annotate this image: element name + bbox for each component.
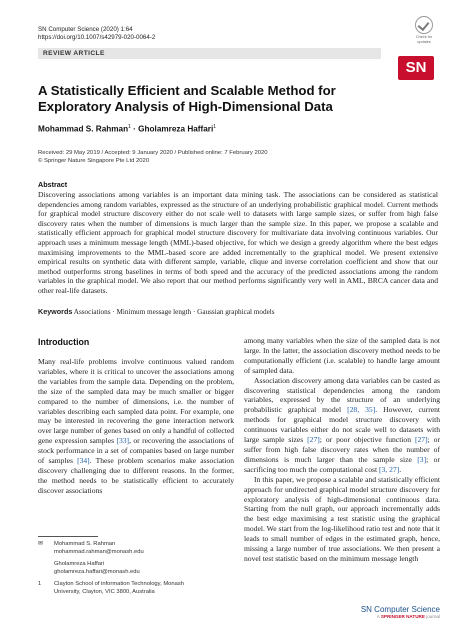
footnotes (38, 541, 234, 597)
contact-name: Mohammad S. Rahman (54, 541, 116, 547)
abstract-heading: Abstract (38, 180, 68, 189)
dates-line: Received: 29 May 2019 / Accepted: 9 January 2020 / Published online: 7 February 2020 (38, 150, 268, 156)
affiliation-mark: 1 (38, 581, 42, 588)
coauthor-email[interactable]: gholamreza.haffari@monash.edu (54, 568, 140, 575)
paragraph: In this paper, we propose a scalable and statistically efficient approach for undirected graphical model structure discovery for exploratory analysis of high-dimensional continuous data. Starting from the null graph, our approach incrementally adds the best edge maximising a test statistic using the graphical model. We start from the log-likelihood ratio test and note that it leads to small number of edges in the estimated graph, hence, missing a large number of true associations. We then present a novel test statistic based on the minimum message length (244, 474, 440, 563)
text-run: ; or suffer from high false discovery rates when the number of dimensions is much larger than the sample size (244, 435, 440, 464)
affiliation-footnote (38, 581, 234, 596)
affiliation-mark: 1 (213, 124, 217, 130)
paragraph (38, 357, 234, 496)
text-run: ; or poor objective function (319, 435, 415, 445)
check-updates-icon (415, 16, 433, 34)
footer-journal-mark (320, 605, 440, 619)
doi-link[interactable]: https://doi.org/10.1007/s42979-020-0064-2 (38, 34, 156, 41)
sn-logo: SN (398, 56, 434, 80)
text-run: ; or sacrificing too much the computational cost (244, 454, 440, 474)
text-run: journal (424, 614, 440, 619)
article-type-banner: REVIEW ARTICLE (38, 48, 381, 59)
author-separator: · (133, 124, 139, 134)
section-heading-introduction: Introduction (38, 337, 90, 347)
footnote-divider (38, 536, 98, 537)
keywords-line (38, 307, 438, 316)
citation-link[interactable]: [3] (417, 454, 427, 464)
publication-dates (38, 149, 268, 165)
author-name[interactable]: Gholamreza Haffari (138, 124, 214, 134)
coauthor-footnote (38, 561, 234, 576)
citation-link[interactable]: [27] (414, 435, 428, 445)
journal-reference: SN Computer Science (2020) 1:64 (38, 26, 133, 33)
abstract-text: Discovering associations among variables is an important data mining task. The associations can be considered as statistical dependencies among random variables, expressed as the structure of an underlying probabilistic graphical model. Current methods for graphical model structure discovery either do not scale well to datasets with large sample sizes, or suffer from high false discovery rates when the number of dimensions is much larger than the sample size. In this paper, we propose a scalable and statistically efficient approach for graphical model structure discovery for multivariate data involving continuous variables. Our approach uses a minimum message length (MML)-based objective, for which we design a greedy algorithm where the best edges maximising improvements to the MML-based score are added incrementally to the graphical model. We present extensive empirical results on synthetic data with different sample, variable, clique and inverse correlation coefficient and show that our method outperforms strong baselines in terms of both speed and the accuracy of the predicted associations among the random variables in the graphical model. We also report that our method performs significantly very well in AML, BRCA cancer data and other real-life datasets. (38, 190, 438, 295)
footer-journal-name: SN Computer Science (360, 605, 440, 614)
affiliation-mark: 1 (128, 124, 131, 130)
citation-link[interactable]: [28, 35] (347, 405, 376, 415)
check-for-updates-badge[interactable] (409, 16, 439, 44)
publisher-name: SPRINGER NATURE (380, 614, 425, 619)
author-name[interactable]: Mohammad S. Rahman (38, 124, 129, 134)
footnote-spacer (38, 561, 54, 576)
journal-header (38, 26, 155, 42)
text-run: , or recovering the associations of stock performance in a set of companies based on large number of samples (38, 436, 234, 466)
text-run: Many real-life problems involve continuous valued random variables, where it is critical to uncover the associations among the variables from the sample data. Depending on the problem, the size of the sampled data may be much smaller or bigger compared to the number of dimensions, i.e. the number of variables describing each sampled data point. For example, one may be interested in recovering the gene interaction network over large number of genes based on only a handful of collected gene expression samples (38, 357, 234, 446)
citation-link[interactable]: [27] (307, 435, 320, 445)
contact-email[interactable]: mohammad.rahman@monash.edu (54, 548, 144, 555)
keywords-label: Keywords (38, 307, 73, 316)
paper-title: A Statistically Efficient and Scalable Method for Exploratory Analysis of High-Dimensional Data (38, 83, 336, 114)
text-run: . (399, 464, 402, 474)
citation-link[interactable]: [3, 27] (378, 464, 400, 474)
citation-link[interactable]: [33] (116, 436, 130, 446)
paragraph: among many variables when the size of the sampled data is not large. In the latter, the association discovery method needs to be computationally efficient (i.e. scalable) to handle large amount of sampled data. (244, 336, 440, 375)
contact-footnote (38, 541, 234, 556)
paragraph (244, 376, 440, 475)
keywords-text: Associations · Minimum message length · Gaussian graphical models (73, 308, 275, 316)
footer-publisher-line (320, 614, 440, 619)
check-updates-label: Check for updates (415, 35, 433, 44)
text-run: . These problem scenarios make association discovery challenging due to different reasons. In the former, the method needs to be statistically efficient to accurately discover associations (38, 456, 234, 495)
coauthor-name: Gholamreza Haffari (54, 561, 105, 568)
body-column-right (244, 336, 440, 564)
affiliation-line: Clayton School of information Technology, Monash (54, 581, 184, 588)
text-run: Association discovery among data variables can be casted as discovering statistical dependencies among the random variables, expressed by the structure of an underlying probabilistic graphical model (244, 375, 440, 415)
copyright-line: © Springer Nature Singapore Pte Ltd 2020 (38, 158, 150, 164)
citation-link[interactable]: [34] (77, 456, 90, 466)
author-list (38, 124, 216, 134)
body-column-left (38, 357, 234, 496)
envelope-icon: ✉ (38, 541, 43, 547)
text-run: A (376, 614, 381, 619)
affiliation-line: University, Clayton, VIC 3800, Australia (54, 588, 155, 595)
text-run: . However, current methods for graphical model structure discovery with continuous variables either do not scale well to datasets with large sample sizes (244, 405, 441, 445)
